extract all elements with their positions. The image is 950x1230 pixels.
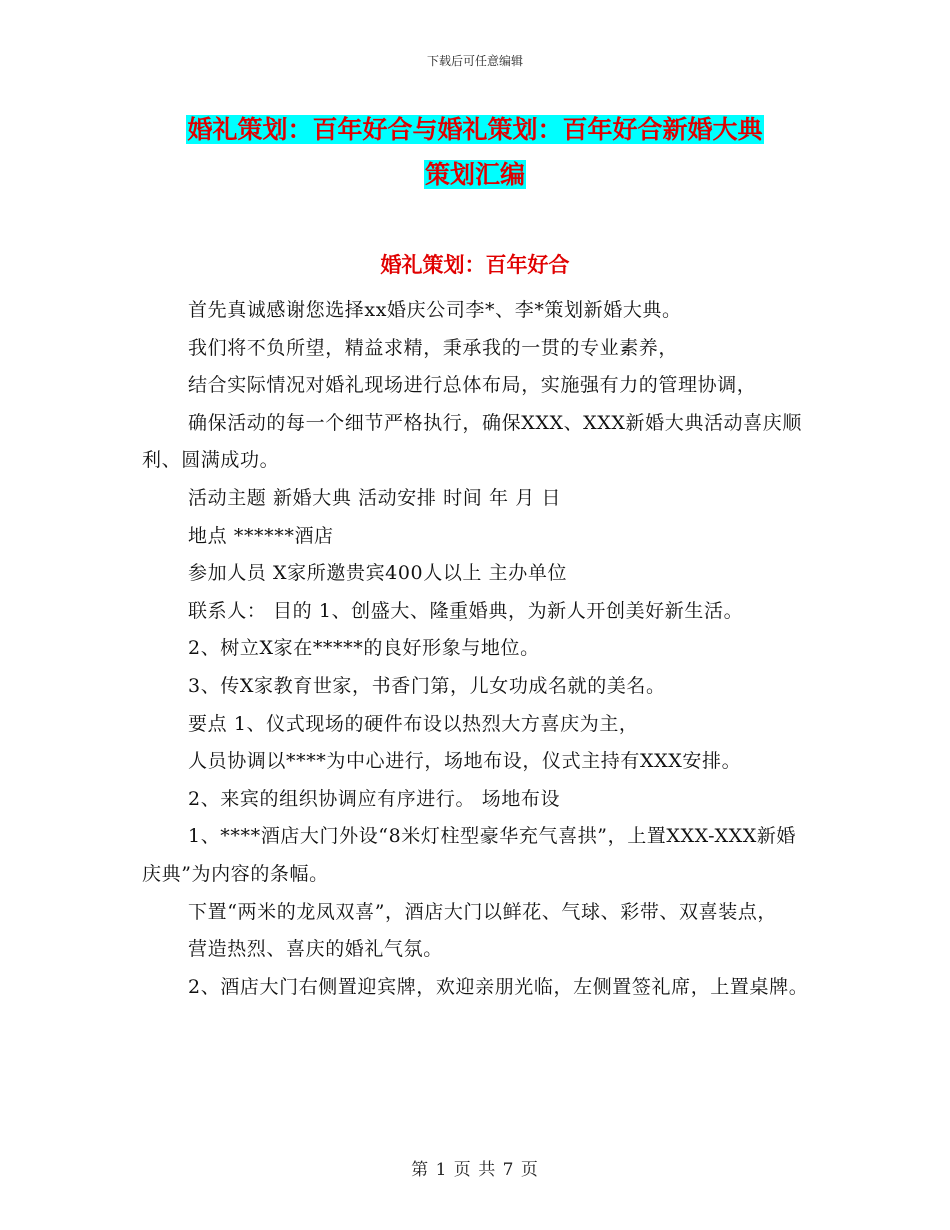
paragraph: 参加人员 X家所邀贵宾400人以上 主办单位 (188, 562, 568, 585)
paragraph: 营造热烈、喜庆的婚礼气氛。 (188, 938, 443, 961)
paragraph: 我们将不负所望，精益求精，秉承我的一贯的专业素养， (188, 336, 679, 359)
document-body (142, 292, 810, 1006)
document-title-line-1 (0, 113, 950, 147)
document-title-text-2: 策划汇编 (424, 160, 525, 189)
paragraph: 首先真诚感谢您选择xx婚庆公司李*、李*策划新婚大典。 (188, 299, 682, 321)
page-number-footer: 第 1 页 共 7 页 (411, 1160, 539, 1180)
document-title-text-1: 婚礼策划：百年好合与婚礼策划：百年好合新婚大典 (187, 115, 763, 144)
paragraph: 地点 ******酒店 (188, 524, 334, 547)
paragraph: 3、传X家教育世家，书香门第，儿女功成名就的美名。 (188, 674, 666, 697)
paragraph: 结合实际情况对婚礼现场进行总体布局，实施强有力的管理协调， (188, 374, 757, 397)
paragraph: 下置“两米的龙凤双喜”，酒店大门以鲜花、气球、彩带、双喜装点， (188, 900, 778, 923)
paragraph: 1、****酒店大门外设“8米灯柱型豪华充气喜拱”，上置XXX-XXX新婚庆典”为内容的条幅。 (142, 825, 797, 885)
paragraph: 要点 1、仪式现场的硬件布设以热烈大方喜庆为主， (188, 712, 639, 735)
document-title-line-2 (0, 158, 950, 192)
paragraph: 活动主题 新婚大典 活动安排 时间 年 月 日 (188, 486, 562, 509)
header-note: 下载后可任意编辑 (426, 54, 523, 68)
paragraph: 2、来宾的组织协调应有序进行。 场地布设 (188, 787, 561, 810)
paragraph: 联系人： 目的 1、创盛大、隆重婚典，为新人开创美好新生活。 (188, 599, 744, 622)
paragraph: 2、树立X家在*****的良好形象与地位。 (188, 637, 540, 660)
paragraph: 确保活动的每一个细节严格执行，确保XXX、XXX新婚大典活动喜庆顺利、圆满成功。 (142, 411, 802, 472)
paragraph: 人员协调以****为中心进行，场地布设，仪式主持有XXX安排。 (188, 750, 742, 773)
section-title: 婚礼策划：百年好合 (380, 253, 570, 277)
paragraph: 2、酒店大门右侧置迎宾牌，欢迎亲朋光临，左侧置签礼席，上置桌牌。 (188, 975, 809, 998)
